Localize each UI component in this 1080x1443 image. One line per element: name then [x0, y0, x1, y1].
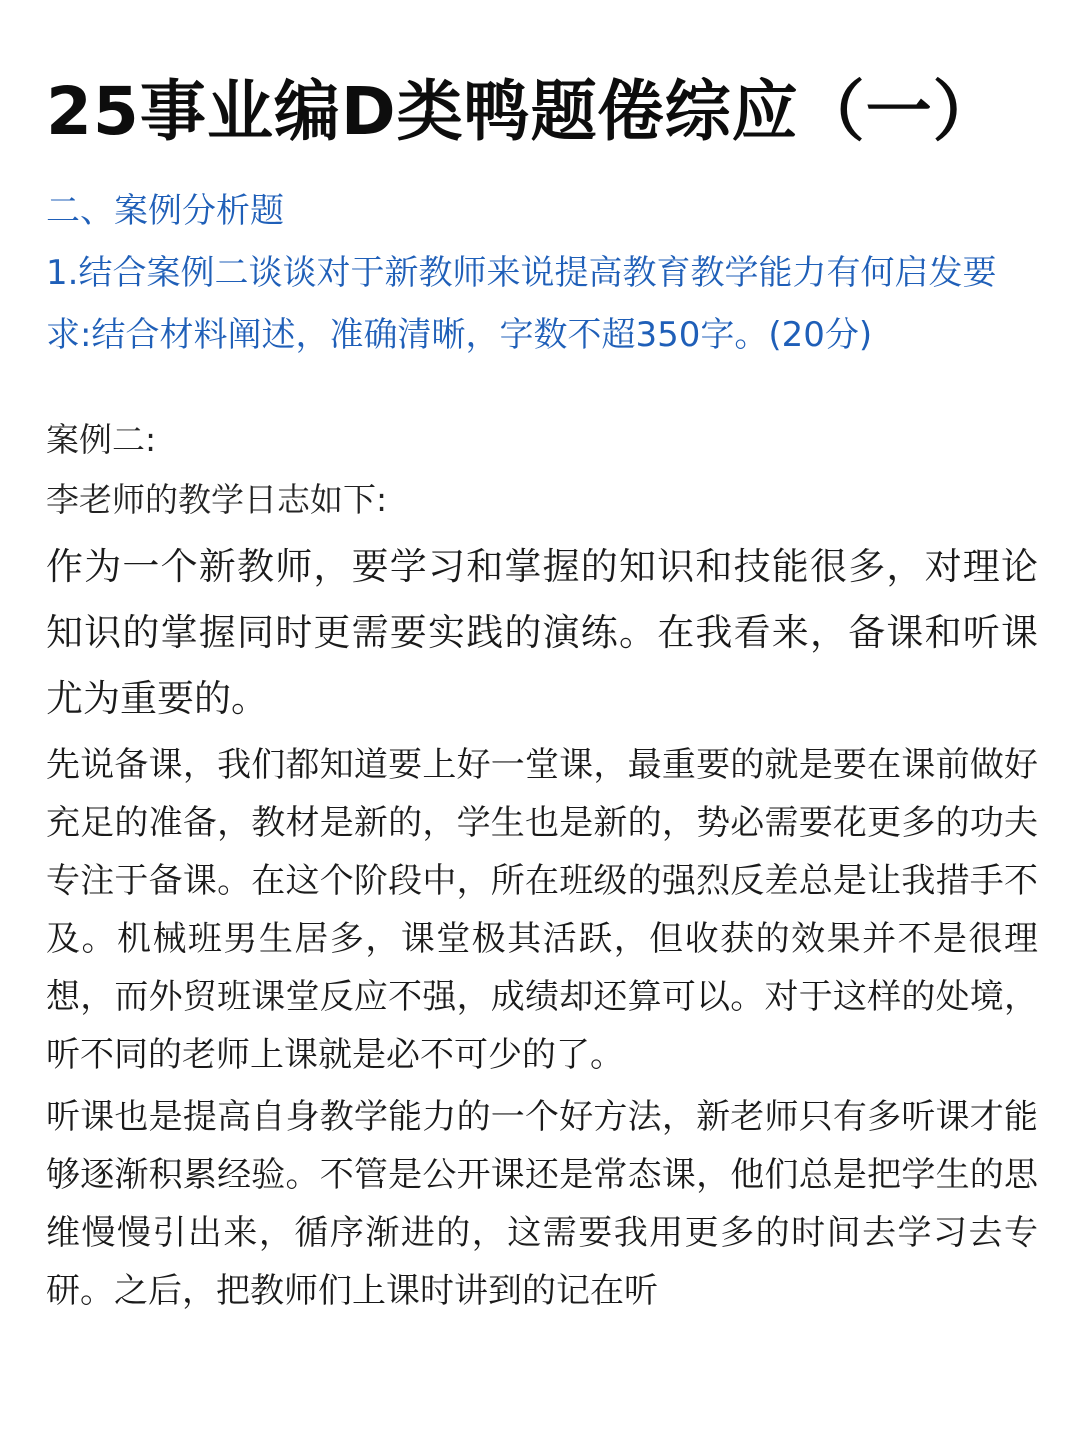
case-paragraph-2: 先说备课，我们都知道要上好一堂课，最重要的就是要在课前做好充足的准备，教材是新的，学生也是新的，势必需要花更多的功夫专注于备课。在这个阶段中，所在班级的强烈反差总是让我措手不及。机械班男生居多，课堂极其活跃，但收获的效果并不是很理想，而外贸班课堂反应不强，成绩却还算可以。对于这样的处境，听不同的老师上课就是必不可少的了。	[46, 745, 1038, 1075]
question-prompt: 1.结合案例二谈谈对于新教师来说提高教育教学能力有何启发要求:结合材料阐述，准确清晰，字数不超350字。(20分)	[46, 253, 997, 355]
case-intro: 李老师的教学日志如下:	[46, 480, 388, 519]
case-label: 案例二:	[46, 420, 157, 459]
case-paragraph-1: 作为一个新教师，要学习和掌握的知识和技能很多，对理论知识的掌握同时更需要实践的演练。在我看来，备课和听课尤为重要的。	[46, 545, 1038, 720]
question-section-heading: 二、案例分析题	[46, 191, 284, 231]
page-title: 25事业编D类鸭题倦综应（一）	[46, 73, 1000, 150]
case-block	[46, 410, 1038, 1320]
case-paragraph-3: 听课也是提高自身教学能力的一个好方法，新老师只有多听课才能够逐渐积累经验。不管是公开课还是常态课，他们总是把学生的思维慢慢引出来，循序渐进的，这需要我用更多的时间去学习去专研。之后，把教师们上课时讲到的记在听	[46, 1097, 1038, 1311]
question-block	[46, 180, 1038, 366]
